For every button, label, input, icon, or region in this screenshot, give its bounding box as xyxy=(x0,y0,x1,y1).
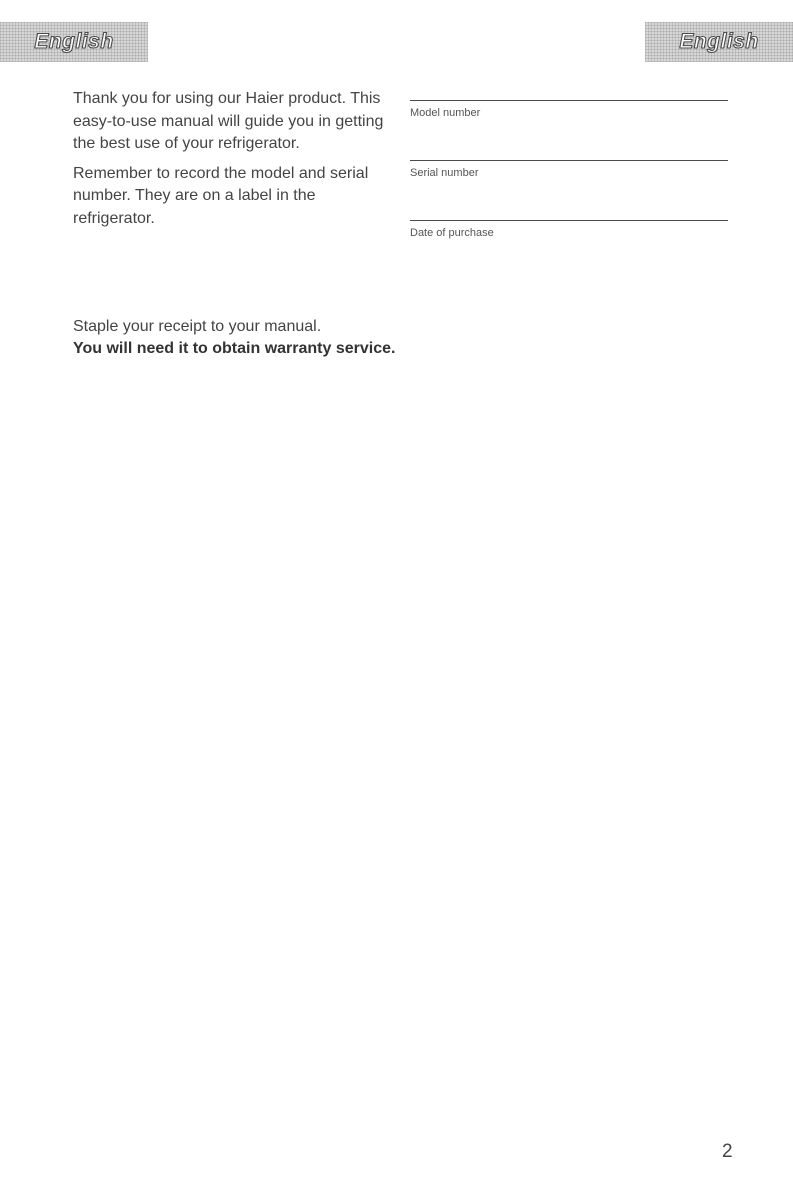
language-tab-left xyxy=(0,22,148,62)
staple-note xyxy=(73,316,395,360)
warranty-notice: You will need it to obtain warranty service. xyxy=(73,340,396,357)
intro-text xyxy=(73,88,393,237)
intro-paragraph-thanks: Thank you for using our Haier product. This easy-to-use manual will guide you in getting the best use of your refrigerator. xyxy=(73,90,384,152)
language-tab-left-label: English xyxy=(34,30,114,53)
page-number: 2 xyxy=(722,1141,733,1162)
intro-paragraph-record: Remember to record the model and serial number. They are on a label in the refrigerator. xyxy=(73,164,369,227)
record-fields xyxy=(410,100,728,260)
model-number-field xyxy=(410,100,728,160)
serial-number-field xyxy=(410,160,728,220)
language-tab-right xyxy=(645,22,793,62)
serial-number-label: Serial number xyxy=(410,167,479,179)
staple-instruction: Staple your receipt to your manual. xyxy=(73,318,322,335)
model-number-label: Model number xyxy=(410,107,481,119)
date-of-purchase-field xyxy=(410,220,728,260)
date-of-purchase-label: Date of purchase xyxy=(410,227,494,239)
language-tab-right-label: English xyxy=(679,30,759,53)
